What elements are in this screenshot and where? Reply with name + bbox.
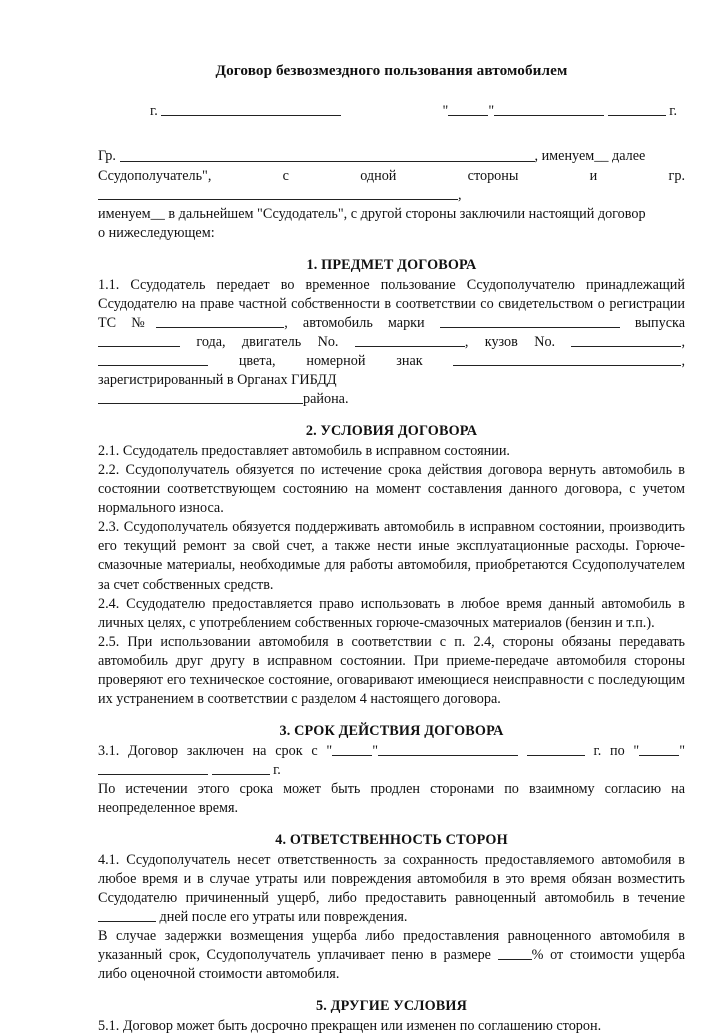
clause-2-5: 2.5. При использовании автомобиля в соответствии с п. 2.4, стороны обязаны передавать автомобиль друг другу в исправном состоянии. При приеме-передаче автомобиля стороны проверяют его техническое состояние, оговаривают имеющиеся неисправности с последующим их устранением в соответствии с разделом 4 настоящего договора. [98,633,685,708]
clause-1-1-seg-2: выпуска [634,314,686,331]
place-label: г. [150,103,158,120]
document-body [98,62,685,1036]
clause-3-1-seg-4: г. [273,761,281,778]
clause-1-1-seg-3: года, двигатель No. [196,333,339,350]
clause-5-1: 5.1. Договор может быть досрочно прекращен или изменен по соглашению сторон. [98,1017,602,1034]
date-year-suffix: г. [669,103,677,120]
term-start-month-blank[interactable] [378,742,518,756]
clause-1-1-seg-1: , автомобиль марки [284,314,425,331]
preamble-line4: о нижеследующем: [98,224,215,241]
term-start-year-blank[interactable] [527,742,585,756]
section-heading-5: 5. ДРУГИЕ УСЛОВИЯ [316,998,467,1015]
clause-2-2: 2.2. Ссудополучатель обязуется по истечение срока действия договора вернуть автомобиль в состоянии соответствующем состоянию на момент составления данного договора, с учетом нормального износа. [98,461,685,517]
clause-1-1-seg-6: цвета, номерной знак [238,353,423,370]
term-start-day-blank[interactable] [332,742,372,756]
date-year-blank[interactable] [608,102,666,116]
clause-3-1-seg-3: " [679,742,686,759]
term-end-year-blank[interactable] [212,761,270,775]
clause-3-1-seg-1: " [372,742,378,759]
place-field [98,102,341,121]
clause-2-1: 2.1. Ссудодатель предоставляет автомобиль в исправном состоянии. [98,442,510,459]
clause-4-2 [98,927,685,984]
lender-name-blank[interactable] [98,186,458,200]
borrower-name-blank[interactable] [120,147,535,161]
clause-4-1-seg-1: дней после его утраты или повреждения. [159,908,408,925]
replacement-days-blank[interactable] [98,908,156,922]
clause-4-2-seg-1: % от стоимости ущерба либо оценочной стоимости автомобиля. [98,947,686,983]
place-blank[interactable] [161,102,341,116]
clause-4-2-seg-0: В случае задержки возмещения ущерба либо предоставления равноценного автомобиля в указанный срок, Ссудополучатель уплачивает пеню в размере [98,928,685,964]
clause-1-1-seg-8: района. [303,391,349,408]
date-field [443,102,685,121]
license-plate-blank[interactable] [453,352,681,366]
clause-3-1 [98,742,685,819]
page-title: Договор безвозмездного пользования автомобилем [215,62,568,79]
clause-3-1-seg-0: 3.1. Договор заключен на срок с " [98,742,333,759]
section-heading-2: 2. УСЛОВИЯ ДОГОВОРА [305,423,478,440]
penalty-percent-blank[interactable] [498,946,532,960]
citizen-label: Гр. [98,148,116,165]
car-color-blank[interactable] [98,352,208,366]
section-heading-1: 1. ПРЕДМЕТ ДОГОВОРА [306,257,477,274]
clause-4-1-seg-0: 4.1. Ссудополучатель несет ответственность за сохранность предоставляемого автомобиля в любое время и в случае утраты или повреждения автомобиля в это время обязан возместить Ссудодателю причиненный ущерб, либо предоставить равноценный автомобиль в течение [98,851,685,906]
section-heading-3: 3. СРОК ДЕЙСТВИЯ ДОГОВОРА [279,723,504,740]
car-brand-blank[interactable] [440,314,620,328]
clause-4-1 [98,851,685,927]
ts-registration-blank[interactable] [156,314,284,328]
clause-3-1-seg-2: г. по " [593,742,640,759]
preamble-line3: именуем__ в дальнейшем "Ссудодатель", с другой стороны заключили настоящий договор [98,205,646,222]
term-end-month-blank[interactable] [98,761,208,775]
date-month-blank[interactable] [494,102,604,116]
date-quote-open: " [442,103,449,120]
gibdd-district-blank[interactable] [98,390,303,404]
section-heading-4: 4. ОТВЕТСТВЕННОСТЬ СТОРОН [275,832,508,849]
clause-1-1-seg-7: , зарегистрированный в Органах ГИБДД [98,353,686,389]
preamble-after-first-blank: , именуем__ далее [534,148,646,165]
date-quote-close: " [488,103,495,120]
clause-2-3: 2.3. Ссудополучатель обязуется поддерживать автомобиль в исправном состоянии, производить его текущий ремонт за свой счет, а также нести иные эксплуатационные расходы. Горюче-смазочные материалы, необходимые для работы автомобиля, приобретаются Ссудополучателем за счет собственных средств. [98,519,685,593]
place-and-date-row [98,102,685,121]
clause-2-4: 2.4. Ссудодателю предоставляется право использовать в любое время данный автомобиль в личных целях, с употреблением собственных горюче-смазочных материалов (бензин и т.п.). [98,595,685,631]
body-number-blank[interactable] [571,333,681,347]
term-end-day-blank[interactable] [639,742,679,756]
preamble-line2: Ссудополучатель", с одной стороны и гр. [98,167,685,184]
car-year-blank[interactable] [98,333,180,347]
clause-3-1-continuation: По истечении этого срока может быть продлен сторонами по взаимному согласию на неопределенное время. [98,780,685,817]
clause-1-1-seg-0: 1.1. Ссудодатель передает во временное пользование Ссудополучателю принадлежащий Ссудодателю на праве частной собственности в соответствии со свидетельством о регистрации ТС № [98,276,685,331]
clause-1-1-seg-4: , кузов No. [464,333,556,350]
engine-number-blank[interactable] [355,333,465,347]
date-day-blank[interactable] [448,102,488,116]
clause-1-1-seg-5: , [681,333,685,350]
clause-1-1 [98,276,685,410]
preamble-paragraph: Гр. , именуем__ далее Ссудополучатель", с одной стороны и гр. , именуем__ в дальнейшем "Ссудодатель", с другой стороны заключили настоящий договор о нижеследующем: [98,148,685,241]
